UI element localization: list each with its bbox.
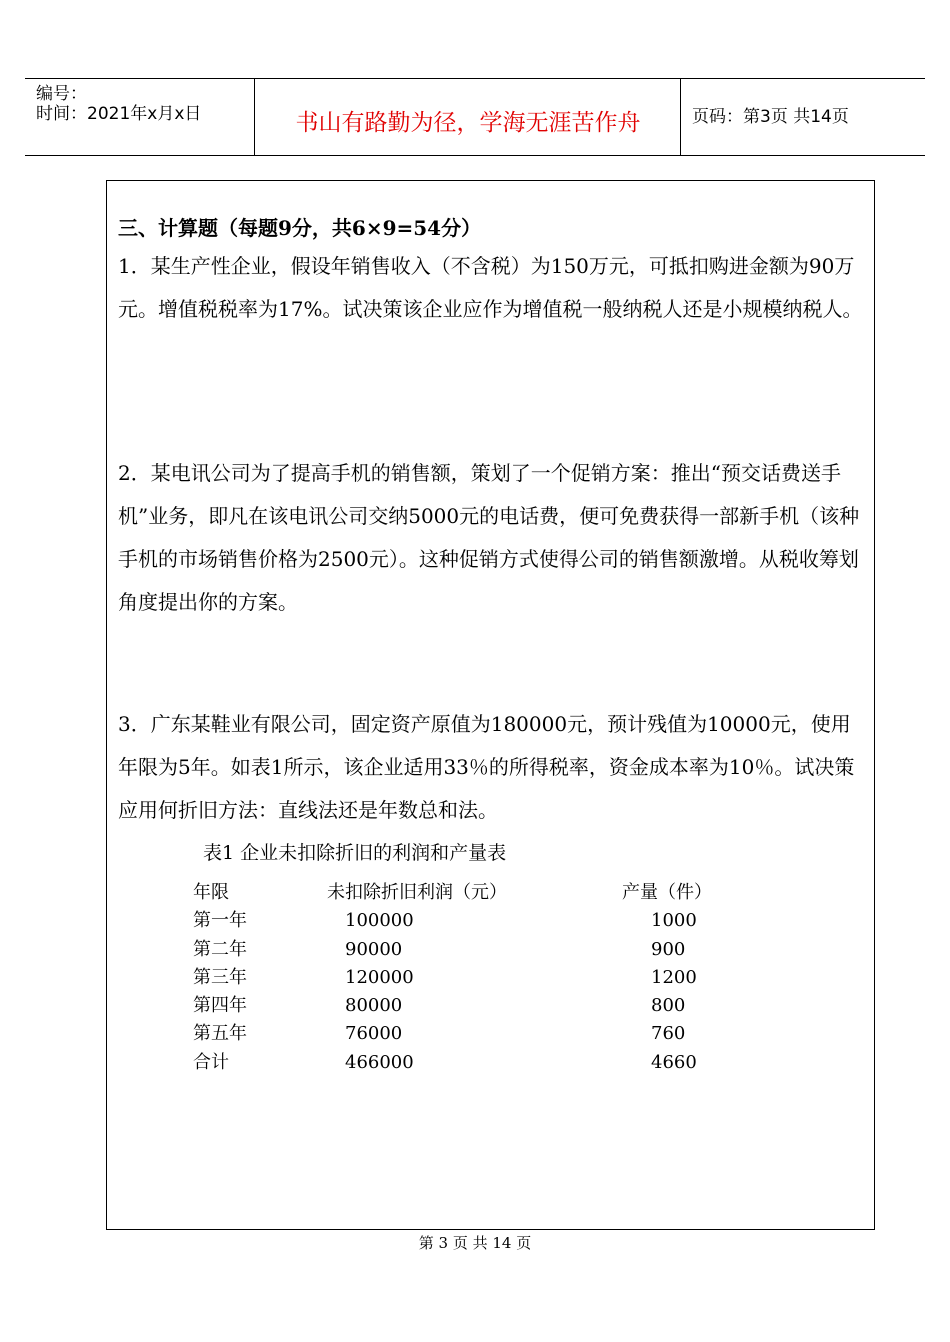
- table-cell-year: 第一年: [193, 910, 247, 932]
- table-caption: 表1 企业未扣除折旧的利润和产量表: [203, 842, 507, 864]
- table-cell-profit: 466000: [345, 1051, 414, 1073]
- table-cell-year: 第二年: [193, 938, 247, 960]
- table-cell-profit: 100000: [345, 910, 414, 932]
- table-cell-output: 900: [651, 938, 686, 960]
- table-header-year: 年限: [193, 882, 229, 903]
- table-cell-profit: 120000: [345, 966, 414, 988]
- header-top-rule: [25, 78, 925, 79]
- table-cell-year: 第四年: [193, 995, 247, 1017]
- table-cell-profit: 90000: [345, 938, 403, 960]
- table-cell-year: 第三年: [193, 966, 247, 988]
- table-cell-output: 800: [651, 995, 686, 1017]
- table-header-profit: 未扣除折旧利润（元）: [327, 882, 507, 903]
- section-title: 三、计算题（每题9分，共6×9=54分）: [118, 216, 482, 240]
- header-motto: 书山有路勤为径，学海无涯苦作舟: [295, 110, 641, 136]
- doc-time-label: 时间：2021年x月x日: [36, 104, 202, 124]
- header-page-info: 页码：第3页 共14页: [692, 107, 849, 127]
- page-footer: 第 3 页 共 14 页: [418, 1234, 532, 1252]
- table-cell-output: 1000: [651, 910, 697, 932]
- question-2: 2．某电讯公司为了提高手机的销售额，策划了一个促销方案：推出“预交话费送手机”业务，即凡在该电讯公司交纳5000元的电话费，便可免费获得一部新手机（该种手机的市场销售价格为2500元）。这种促销方式使得公司的销售额激增。从税收筹划角度提出你的方案。: [118, 461, 860, 614]
- question-1: 1．某生产性企业，假设年销售收入（不含税）为150万元，可抵扣购进金额为90万元。增值税税率为17%。试决策该企业应作为增值税一般纳税人还是小规模纳税人。: [118, 254, 863, 321]
- doc-number-label: 编号：: [36, 84, 87, 104]
- table-cell-output: 760: [651, 1023, 686, 1045]
- header-bottom-rule: [25, 155, 925, 156]
- table-cell-output: 4660: [651, 1051, 697, 1073]
- header-divider-left: [254, 78, 255, 155]
- table-header-output: 产量（件）: [622, 882, 712, 903]
- table-cell-profit: 76000: [345, 1023, 403, 1045]
- table-cell-output: 1200: [651, 966, 697, 988]
- header-divider-right: [680, 78, 681, 155]
- table-cell-year: 合计: [193, 1051, 229, 1073]
- table-cell-year: 第五年: [193, 1023, 247, 1045]
- table-cell-profit: 80000: [345, 995, 403, 1017]
- question-3: 3．广东某鞋业有限公司，固定资产原值为180000元，预计残值为10000元，使用年限为5年。如表1所示，该企业适用33％的所得税率，资金成本率为10％。试决策应用何折旧方法：直线法还是年数总和法。: [118, 712, 855, 822]
